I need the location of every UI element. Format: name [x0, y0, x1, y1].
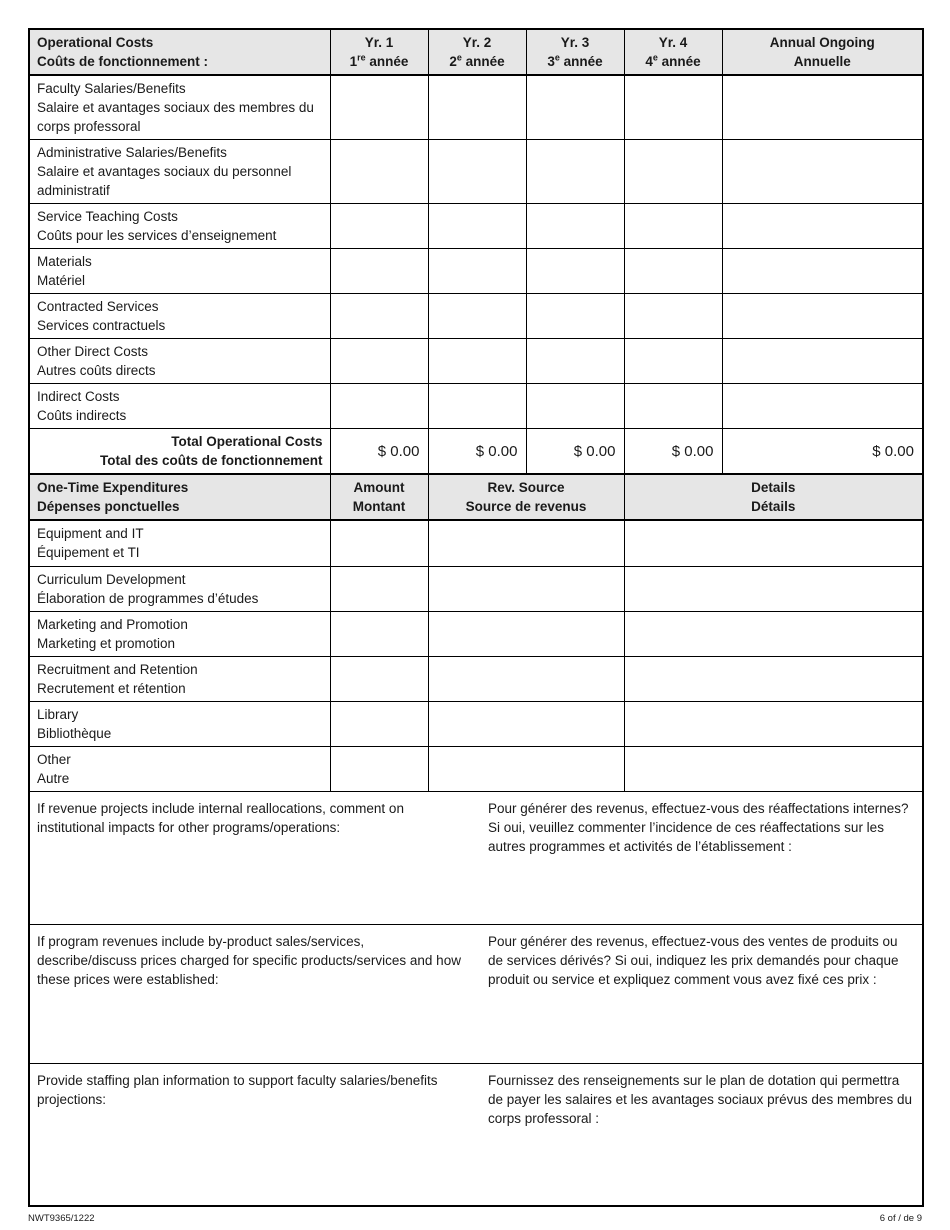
row-label-fr: Bibliothèque [37, 725, 112, 741]
marketing-details-field[interactable] [624, 611, 923, 656]
row-label-en: Materials [37, 254, 92, 269]
table-row-contracted-services [29, 294, 923, 339]
table-row-materials [29, 249, 923, 294]
faculty-yr3-field[interactable] [526, 75, 624, 140]
row-label [29, 75, 330, 140]
row-label-en: Marketing and Promotion [37, 616, 188, 632]
one-time-title-fr: Dépenses ponctuelles [37, 499, 180, 514]
col-header-yr3 [526, 29, 624, 75]
col-header-amount [330, 474, 428, 520]
question-row-byproduct-sales [29, 924, 923, 1063]
other-details-field[interactable] [624, 746, 923, 791]
recruitment-details-field[interactable] [624, 656, 923, 701]
row-label-en: Other [37, 751, 71, 767]
amount-label-fr: Montant [352, 499, 406, 514]
contracted-yr3-field[interactable] [526, 294, 624, 339]
other-direct-yr4-field[interactable] [624, 339, 722, 384]
row-label-fr: Autre [37, 770, 70, 786]
admin-yr4-field[interactable] [624, 140, 722, 204]
table-row-curriculum-development [29, 566, 923, 611]
materials-annual-field[interactable] [722, 249, 923, 294]
equipment-source-field[interactable] [428, 520, 624, 566]
details-label-fr: Détails [751, 499, 796, 514]
question-answer-area-2[interactable] [29, 924, 923, 1063]
table-row-service-teaching [29, 204, 923, 249]
budget-form-table [28, 28, 924, 1207]
annual-label-fr: Annuelle [793, 54, 851, 69]
materials-yr2-field[interactable] [428, 249, 526, 294]
indirect-yr2-field[interactable] [428, 384, 526, 429]
row-label-fr: Recrutement et rétention [37, 680, 186, 696]
table-row-recruitment-retention [29, 656, 923, 701]
library-amount-field[interactable] [330, 701, 428, 746]
service-yr2-field[interactable] [428, 204, 526, 249]
question-3-prompt-en: Provide staffing plan information to support faculty salaries/benefits projections: [37, 1072, 438, 1107]
question-answer-area-1[interactable] [29, 791, 923, 924]
row-label [29, 656, 330, 701]
faculty-yr2-field[interactable] [428, 75, 526, 140]
row-label-fr: Coûts pour les services d’enseignement [37, 228, 277, 243]
service-yr1-field[interactable] [330, 204, 428, 249]
table-row-other-direct-costs [29, 339, 923, 384]
annual-label-en: Annual Ongoing [769, 35, 875, 50]
contracted-yr4-field[interactable] [624, 294, 722, 339]
rev-source-label-en: Rev. Source [487, 480, 565, 495]
question-row-internal-reallocations [29, 791, 923, 924]
admin-yr3-field[interactable] [526, 140, 624, 204]
contracted-yr2-field[interactable] [428, 294, 526, 339]
yr3-label-en: Yr. 3 [560, 35, 590, 50]
library-details-field[interactable] [624, 701, 923, 746]
curriculum-details-field[interactable] [624, 566, 923, 611]
question-1-prompt-fr: Pour générer des revenus, effectuez-vous des réaffectations internes? Si oui, veuillez commenter l’incidence de ces réaffectations sur les autres programmes et activités de l’établissement : [488, 800, 909, 854]
row-label [29, 611, 330, 656]
other-direct-yr1-field[interactable] [330, 339, 428, 384]
indirect-yr1-field[interactable] [330, 384, 428, 429]
question-2-prompt-en: If program revenues include by-product sales/services, describe/discuss prices charged for specific products/services and how these prices were established: [37, 933, 461, 987]
materials-yr1-field[interactable] [330, 249, 428, 294]
col-header-rev-source [428, 474, 624, 520]
total-yr1-value: $ 0.00 [330, 429, 428, 475]
row-label-en: Library [37, 706, 79, 722]
faculty-yr1-field[interactable] [330, 75, 428, 140]
row-label-fr: Coûts indirects [37, 408, 127, 423]
row-label [29, 384, 330, 429]
col-header-yr1 [330, 29, 428, 75]
marketing-source-field[interactable] [428, 611, 624, 656]
question-3-prompt-fr: Fournissez des renseignements sur le plan de dotation qui permettra de payer les salaires et les avantages sociaux prévus des membres du corps professoral : [488, 1072, 912, 1126]
table-row-admin-salaries [29, 140, 923, 204]
equipment-details-field[interactable] [624, 520, 923, 566]
operational-costs-header-label [29, 29, 330, 75]
operational-costs-title-fr: Coûts de fonctionnement : [37, 54, 208, 69]
col-header-yr4 [624, 29, 722, 75]
row-label-fr: Matériel [37, 273, 86, 288]
question-1-prompt-en: If revenue projects include internal reallocations, comment on institutional impacts for other programs/operations: [37, 800, 404, 835]
row-label-en: Service Teaching Costs [37, 209, 178, 224]
yr4-label-fr: 4e année [645, 52, 701, 69]
other-source-field[interactable] [428, 746, 624, 791]
col-header-details [624, 474, 923, 520]
row-label-en: Contracted Services [37, 299, 159, 314]
row-label-en: Administrative Salaries/Benefits [37, 145, 227, 160]
indirect-annual-field[interactable] [722, 384, 923, 429]
operational-costs-header-row [29, 29, 923, 75]
total-label-en: Total Operational Costs [171, 434, 323, 449]
col-header-yr2 [428, 29, 526, 75]
one-time-expenditures-header-row [29, 474, 923, 520]
one-time-header-label [29, 474, 330, 520]
total-row-label [29, 429, 330, 475]
equipment-amount-field[interactable] [330, 520, 428, 566]
row-label-en: Indirect Costs [37, 389, 120, 404]
table-row-library [29, 701, 923, 746]
row-label-fr: Élaboration de programmes d’études [37, 590, 259, 606]
other-direct-annual-field[interactable] [722, 339, 923, 384]
indirect-yr3-field[interactable] [526, 384, 624, 429]
service-yr3-field[interactable] [526, 204, 624, 249]
row-label-en: Recruitment and Retention [37, 661, 198, 677]
table-row-indirect-costs [29, 384, 923, 429]
curriculum-amount-field[interactable] [330, 566, 428, 611]
library-source-field[interactable] [428, 701, 624, 746]
total-label-fr: Total des coûts de fonctionnement [99, 453, 323, 468]
service-yr4-field[interactable] [624, 204, 722, 249]
col-header-annual-ongoing [722, 29, 923, 75]
table-row-equipment-it [29, 520, 923, 566]
row-label-fr: Services contractuels [37, 318, 166, 333]
row-label-fr: Autres coûts directs [37, 363, 156, 378]
row-label-fr: Salaire et avantages sociaux du personnel administratif [37, 164, 292, 198]
recruitment-source-field[interactable] [428, 656, 624, 701]
question-answer-area-3[interactable] [29, 1063, 923, 1206]
question-2-prompt-fr: Pour générer des revenus, effectuez-vous des ventes de produits ou de services dérivés? Si oui, indiquez les prix demandés pour chaque produit ou service et expliquez comment vous avez fixé ces prix : [488, 933, 899, 987]
curriculum-source-field[interactable] [428, 566, 624, 611]
question-row-staffing-plan [29, 1063, 923, 1206]
total-yr3-value: $ 0.00 [526, 429, 624, 475]
details-label-en: Details [751, 480, 796, 495]
admin-annual-field[interactable] [722, 140, 923, 204]
service-annual-field[interactable] [722, 204, 923, 249]
row-label [29, 520, 330, 566]
total-operational-costs-row [29, 429, 923, 475]
operational-costs-title-en: Operational Costs [37, 35, 154, 50]
contracted-yr1-field[interactable] [330, 294, 428, 339]
table-row-marketing-promotion [29, 611, 923, 656]
row-label [29, 701, 330, 746]
admin-yr2-field[interactable] [428, 140, 526, 204]
materials-yr4-field[interactable] [624, 249, 722, 294]
total-annual-value: $ 0.00 [722, 429, 923, 475]
row-label [29, 339, 330, 384]
yr4-label-en: Yr. 4 [658, 35, 688, 50]
yr2-label-fr: 2e année [449, 52, 505, 69]
yr1-label-en: Yr. 1 [364, 35, 394, 50]
row-label [29, 566, 330, 611]
recruitment-amount-field[interactable] [330, 656, 428, 701]
table-row-faculty-salaries [29, 75, 923, 140]
materials-yr3-field[interactable] [526, 249, 624, 294]
row-label [29, 140, 330, 204]
rev-source-label-fr: Source de revenus [465, 499, 587, 514]
row-label [29, 204, 330, 249]
row-label-fr: Équipement et TI [37, 545, 140, 560]
other-direct-yr3-field[interactable] [526, 339, 624, 384]
admin-yr1-field[interactable] [330, 140, 428, 204]
page-footer [28, 1213, 922, 1224]
row-label [29, 294, 330, 339]
total-yr4-value: $ 0.00 [624, 429, 722, 475]
other-amount-field[interactable] [330, 746, 428, 791]
row-label-en: Faculty Salaries/Benefits [37, 81, 186, 96]
total-yr2-value: $ 0.00 [428, 429, 526, 475]
yr3-label-fr: 3e année [547, 52, 603, 69]
row-label [29, 746, 330, 791]
row-label-fr: Marketing et promotion [37, 635, 176, 651]
form-number: NWT9365/1222 [28, 1213, 95, 1224]
row-label-en: Curriculum Development [37, 571, 186, 587]
indirect-yr4-field[interactable] [624, 384, 722, 429]
one-time-title-en: One-Time Expenditures [37, 480, 189, 495]
row-label [29, 249, 330, 294]
contracted-annual-field[interactable] [722, 294, 923, 339]
row-label-en: Other Direct Costs [37, 344, 149, 359]
row-label-fr: Salaire et avantages sociaux des membres du corps professoral [37, 100, 314, 134]
marketing-amount-field[interactable] [330, 611, 428, 656]
faculty-annual-field[interactable] [722, 75, 923, 140]
amount-label-en: Amount [353, 480, 405, 495]
yr2-label-en: Yr. 2 [462, 35, 492, 50]
faculty-yr4-field[interactable] [624, 75, 722, 140]
row-label-en: Equipment and IT [37, 526, 144, 541]
yr1-label-fr: 1re année [349, 52, 409, 69]
other-direct-yr2-field[interactable] [428, 339, 526, 384]
table-row-other [29, 746, 923, 791]
page-number: 6 of / de 9 [879, 1213, 922, 1224]
